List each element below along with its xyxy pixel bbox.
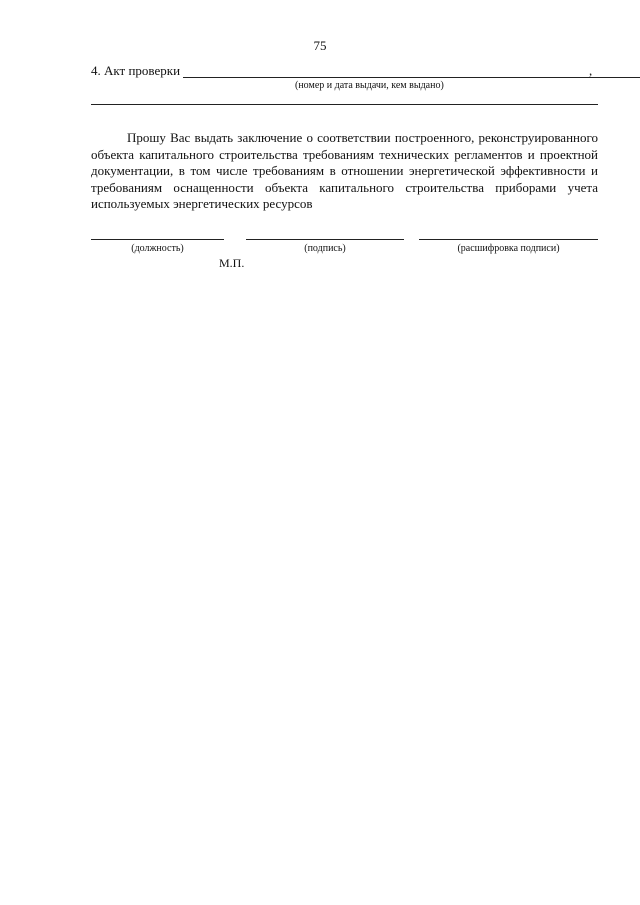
stamp-placeholder: М.П. bbox=[219, 256, 245, 270]
page-number: 75 bbox=[313, 38, 327, 53]
act-field-row bbox=[91, 63, 601, 81]
decoding-line bbox=[419, 239, 598, 240]
act-comma: , bbox=[589, 63, 593, 78]
signature-line bbox=[246, 239, 404, 240]
request-paragraph: Прошу Вас выдать заключение о соответствии построенного, реконструированного объекта капитального строительства требованиям технических регламентов и проектной документации, в том числе требованиям в отношении энергетической эффективности и требованиям оснащенности объекта капитального строительства приборами учета используемых энергетических ресурсов bbox=[91, 130, 598, 211]
act-continuation-line bbox=[91, 104, 598, 105]
act-caption: (номер и дата выдачи, кем выдано) bbox=[295, 80, 444, 91]
position-caption: (должность) bbox=[131, 243, 184, 254]
decoding-caption: (расшифровка подписи) bbox=[457, 243, 560, 254]
act-fill-line bbox=[183, 77, 640, 78]
act-label: 4. Акт проверки bbox=[91, 63, 181, 78]
signature-caption: (подпись) bbox=[304, 243, 346, 254]
position-line bbox=[91, 239, 224, 240]
